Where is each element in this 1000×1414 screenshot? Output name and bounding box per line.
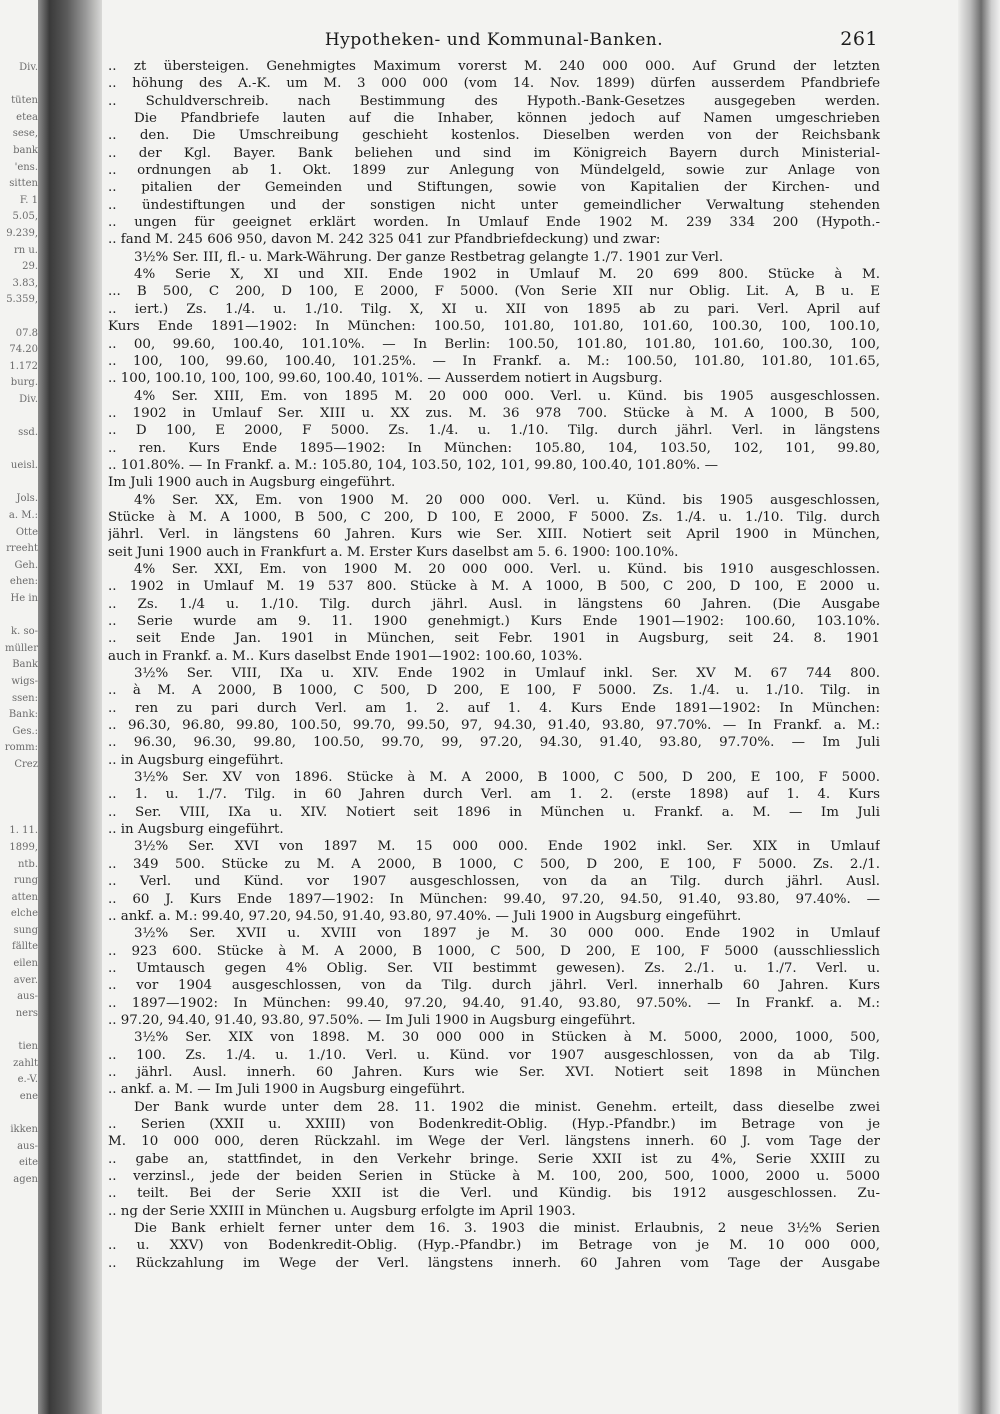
- text-line: .. Verl. und Künd. vor 1907 ausgeschlossen, von da an Tilg. durch jährl. Ausl.: [108, 874, 880, 890]
- margin-fragment: 1. 11.: [9, 825, 38, 837]
- page-number: 261: [840, 28, 878, 50]
- margin-fragment: elche: [10, 908, 38, 920]
- text-line: .. 100. Zs. 1./4. u. 1./10. Verl. u. Künd. vor 1907 ausgeschlossen, von da ab Tilg.: [108, 1047, 880, 1063]
- text-line: 3½% Ser. XVI von 1897 M. 15 000 000. Ende 1902 inkl. Ser. XIX in Umlauf: [134, 839, 880, 855]
- text-line: .. Umtausch gegen 4% Oblig. Ser. VII bestimmt gewesen). Zs. 2./1. u. 1./7. Verl. u.: [108, 960, 880, 976]
- margin-fragment: ntb.: [17, 858, 38, 870]
- text-line: .. seit Ende Jan. 1901 in München, seit Febr. 1901 in Augsburg, seit 24. 8. 1901: [108, 631, 880, 647]
- text-line: .. ren zu pari durch Verl. am 1. 2. auf 1. 4. Kurs Ende 1891—1902: In München:: [108, 700, 880, 716]
- margin-fragment: ssd.: [18, 427, 38, 439]
- text-line: .. teilt. Bei der Serie XXII ist die Verl. und Kündig. bis 1912 ausgeschlossen. Zu-: [108, 1186, 880, 1202]
- margin-fragment: 1899,: [9, 841, 38, 853]
- text-line: Die Bank erhielt ferner unter dem 16. 3. 1903 die minist. Erlaubnis, 2 neue 3½% Serien: [134, 1221, 880, 1237]
- margin-fragment: sese,: [12, 128, 38, 140]
- text-line: .. Rückzahlung im Wege der Verl. längstens innerh. 60 Jahren vom Tage der Ausgabe: [108, 1255, 880, 1271]
- margin-fragment: romm:: [4, 742, 38, 754]
- margin-fragment: rreeht: [6, 543, 38, 555]
- text-line: .. verzinsl., jede der beiden Serien in Stücke à M. 100, 200, 500, 1000, 2000 u. 5000: [108, 1169, 880, 1184]
- margin-fragment: a. M.:: [8, 510, 38, 522]
- text-line: jährl. Verl. in längstens 60 Jahren. Kurs wie Ser. XIII. Notiert seit April 1900 in München,: [108, 527, 880, 543]
- margin-fragment: [0, 1105, 38, 1122]
- text-line: .. ren. Kurs Ende 1895—1902: In München: 105.80, 104, 103.50, 102, 101, 99.80,: [108, 440, 880, 456]
- margin-fragment: Crez: [14, 758, 38, 770]
- margin-fragment: atten: [11, 891, 38, 903]
- margin-fragment: 3.83,: [12, 277, 38, 289]
- text-line: seit Juni 1900 auch in Frankfurt a. M. Erster Kurs daselbst am 5. 6. 1900: 100.10%.: [108, 544, 679, 560]
- text-line: 3½% Ser. XIX von 1898. M. 30 000 000 in Stücken à M. 5000, 2000, 1000, 500,: [134, 1030, 880, 1046]
- text-line: .. 1902 in Umlauf M. 19 537 800. Stücke à M. A 1000, B 500, C 200, D 100, E 2000 u.: [108, 579, 880, 595]
- text-line: .. ungen für geeignet erklärt worden. In Umlauf Ende 1902 M. 239 334 200 (Hypoth.-: [108, 215, 880, 231]
- text-line: .. zt übersteigen. Genehmigtes Maximum vorerst M. 240 000 000. Auf Grund der letzten: [108, 59, 880, 74]
- margin-fragment: [0, 790, 38, 807]
- margin-fragment: F. 1: [19, 194, 38, 206]
- margin-fragment: Geh.: [14, 559, 38, 571]
- text-line: .. ng der Serie XXIII in München u. Augsburg erfolgte im April 1903.: [108, 1203, 576, 1219]
- text-line: .. 101.80%. — In Frankf. a. M.: 105.80, 104, 103.50, 102, 101, 99.80, 100.40, 101.80%. —: [108, 457, 718, 473]
- margin-fragment: zahlt: [13, 1057, 38, 1069]
- running-header: [108, 24, 880, 58]
- running-title: Hypotheken- und Kommunal-Banken.: [324, 30, 664, 50]
- text-line: .. à M. A 2000, B 1000, C 500, D 200, E 100, F 5000. Zs. 1./4. u. 1./10. Tilg. in: [108, 683, 880, 699]
- text-line: .. höhung des A.-K. um M. 3 000 000 (vom 14. Nov. 1899) dürfen ausserdem Pfandbriefe: [108, 76, 880, 92]
- margin-fragment: bank: [13, 144, 38, 156]
- body-text: [108, 58, 880, 1272]
- margin-fragment: wigs-: [11, 675, 38, 687]
- text-line: .. 349 500. Stücke zu M. A 2000, B 1000, C 500, D 200, E 100, F 5000. Zs. 2./1.: [108, 856, 880, 872]
- text-line: 4% Ser. XX, Em. von 1900 M. 20 000 000. Verl. u. Künd. bis 1905 ausgeschlossen,: [134, 492, 880, 508]
- text-line: 3½% Ser. III, fl.- u. Mark-Währung. Der ganze Restbetrag gelangte 1./7. 1901 zur Verl.: [134, 249, 724, 265]
- margin-fragment: ssen:: [12, 692, 38, 704]
- margin-fragment: [0, 309, 38, 326]
- margin-fragment: rung: [13, 875, 38, 887]
- margin-fragment: aus-: [17, 991, 38, 1003]
- margin-fragment: e.-V.: [17, 1074, 38, 1086]
- margin-fragment: Ges.:: [12, 725, 38, 737]
- text-line: .. 97.20, 94.40, 91.40, 93.80, 97.50%. — Im Juli 1900 in Augsburg eingeführt.: [108, 1012, 636, 1028]
- margin-fragment: [0, 807, 38, 824]
- margin-fragment: [0, 77, 38, 94]
- margin-fragment: sung: [13, 924, 38, 936]
- text-line: .. Ser. VIII, IXa u. XIV. Notiert seit 1896 in München u. Frankf. a. M. — Im Juli: [108, 804, 880, 820]
- text-line: Im Juli 1900 auch in Augsburg eingeführt.: [108, 475, 396, 491]
- text-line: .. u. XXV) von Bodenkredit-Oblig. (Hyp.-Pfandbr.) im Betrage von je M. 10 000 000,: [108, 1238, 880, 1254]
- text-line: .. in Augsburg eingeführt.: [108, 752, 284, 768]
- text-line: M. 10 000 000, deren Rückzahl. im Wege der Verl. längstens innerh. 60 J. vom Tage der: [108, 1134, 880, 1150]
- margin-fragment: 1.172: [9, 360, 38, 372]
- text-line: .. 60 J. Kurs Ende 1897—1902: In München: 99.40, 97.20, 94.50, 91.40, 93.80, 97.40%. —: [108, 891, 880, 907]
- margin-fragment: 5.359,: [6, 294, 38, 306]
- margin-fragment: ehen:: [9, 576, 38, 588]
- text-line: .. iert.) Zs. 1./4. u. 1./10. Tilg. X, XI u. XII von 1895 ab zu pari. Verl. April auf: [108, 301, 880, 317]
- binding-shadow: [38, 0, 102, 1414]
- text-line: .. 100, 100, 99.60, 100.40, 101.25%. — In Frankf. a. M.: 100.50, 101.80, 101.80, 101.65,: [108, 353, 880, 369]
- text-line: Stücke à M. A 1000, B 500, C 200, D 100, E 2000, F 5000. Zs. 1./4. u. 1./10. Tilg. durch: [108, 509, 880, 525]
- text-line: .. in Augsburg eingeführt.: [108, 822, 284, 838]
- text-line: .. den. Die Umschreibung geschieht kostenlos. Dieselben werden von der Reichsbank: [108, 128, 880, 144]
- margin-fragment: Div.: [19, 62, 38, 73]
- margin-fragment: eilen: [13, 958, 38, 970]
- margin-fragment: etea: [16, 111, 38, 123]
- margin-fragment: Otte: [15, 526, 38, 538]
- margin-fragment: agen: [13, 1173, 38, 1185]
- margin-fragment: [0, 608, 38, 625]
- text-line: .. 96.30, 96.30, 99.80, 100.50, 99.70, 99, 97.20, 94.30, 91.40, 93.80, 97.70%. — Im Juli: [108, 735, 880, 751]
- text-line: 4% Ser. XIII, Em. von 1895 M. 20 000 000. Verl. u. Künd. bis 1905 ausgeschlossen.: [134, 388, 880, 404]
- margin-fragment: 5.05,: [12, 211, 38, 223]
- margin-fragment: [0, 442, 38, 459]
- text-line: .. 1. u. 1./7. Tilg. in 60 Jahren durch Verl. am 1. 2. (erste 1898) auf 1. 4. Kurs: [108, 787, 880, 803]
- margin-fragment: Bank: [12, 659, 38, 671]
- margin-fragment: eite: [18, 1157, 38, 1169]
- text-line: .. ündestiftungen und der sonstigen nicht unter gemeindlicher Verwaltung stehenden: [108, 197, 880, 213]
- text-line: Der Bank wurde unter dem 28. 11. 1902 die minist. Genehm. erteilt, dass dieselbe zwei: [134, 1099, 880, 1115]
- margin-fragment: k. so-: [11, 626, 38, 638]
- margin-fragment: 'ens.: [14, 161, 38, 173]
- margin-fragment: 29.: [22, 261, 38, 273]
- text-line: Kurs Ende 1891—1902: In München: 100.50, 101.80, 101.80, 101.60, 100.30, 100, 100.10,: [108, 319, 880, 335]
- margin-fragment: ueisl.: [10, 460, 38, 472]
- page-edge-shadow: [958, 0, 1000, 1414]
- text-line: .. jährl. Ausl. innerh. 60 Jahren. Kurs wie Ser. XVI. Notiert seit 1898 in München: [108, 1064, 880, 1080]
- text-line: Die Pfandbriefe lauten auf die Inhaber, können jedoch auf Namen umgeschrieben: [134, 111, 880, 127]
- text-line: 3½% Ser. XV von 1896. Stücke à M. A 2000, B 1000, C 500, D 200, E 100, F 5000.: [134, 770, 880, 786]
- text-line: 4% Ser. XXI, Em. von 1900 M. 20 000 000. Verl. u. Künd. bis 1910 ausgeschlossen.: [134, 561, 880, 577]
- text-line: .. ordnungen ab 1. Okt. 1899 zur Anlegung von Mündelgeld, sowie zur Anlage von: [108, 163, 880, 179]
- margin-fragment: ners: [15, 1007, 38, 1019]
- margin-fragment: burg.: [10, 377, 38, 389]
- document-page: [108, 24, 880, 1272]
- text-line: 3½% Ser. VIII, IXa u. XIV. Ende 1902 in Umlauf inkl. Ser. XV M. 67 744 800.: [134, 666, 880, 682]
- text-line: 3½% Ser. XVII u. XVIII von 1897 je M. 30 000 000. Ende 1902 in Umlauf: [134, 926, 880, 942]
- margin-fragment: rn u.: [13, 244, 38, 256]
- text-line: .. 923 600. Stücke à M. A 2000, B 1000, C 500, D 200, E 100, F 5000 (ausschliesslich: [108, 943, 880, 959]
- margin-fragment: 07.8: [15, 327, 38, 339]
- margin-fragment: ikken: [10, 1124, 38, 1135]
- margin-fragment: sitten: [9, 178, 38, 190]
- text-line: 4% Serie X, XI und XII. Ende 1902 in Umlauf M. 20 699 800. Stücke à M.: [134, 267, 880, 283]
- margin-fragment: He in: [10, 593, 38, 604]
- text-line: .. Serien (XXII u. XXIII) von Bodenkredit-Oblig. (Hyp.-Pfandbr.) im Betrage von je: [108, 1116, 880, 1132]
- text-line: .. ankf. a. M.: 99.40, 97.20, 94.50, 91.40, 93.80, 97.40%. — Juli 1900 in Augsburg eingeführt.: [108, 908, 742, 924]
- text-line: .. Serie wurde am 9. 11. 1900 genehmigt.) Kurs Ende 1901—1902: 100.60, 103.10%.: [108, 614, 880, 629]
- margin-fragment: [0, 475, 38, 492]
- text-line: .. pitalien der Gemeinden und Stiftungen, sowie von Kapitalien der Kirchen- und: [108, 180, 880, 196]
- margin-fragment: 74.20: [9, 344, 38, 356]
- text-line: auch in Frankf. a. M.. Kurs daselbst Ende 1901—1902: 100.60, 103%.: [108, 648, 583, 664]
- margin-fragment: Bank:: [8, 709, 38, 721]
- text-line: .. vor 1904 ausgeschlossen, von da Tilg. durch jährl. Verl. innerhalb 60 Jahren. Kurs: [108, 978, 880, 994]
- text-line: .. der Kgl. Bayer. Bank beliehen und sind im Königreich Bayern durch Ministerial-: [108, 145, 880, 161]
- text-line: .. Schuldverschreib. nach Bestimmung des Hypoth.-Bank-Gesetzes ausgegeben werden.: [108, 93, 880, 109]
- text-line: .. Zs. 1./4 u. 1./10. Tilg. durch jährl. Ausl. in längstens 60 Jahren. (Die Ausgabe: [108, 596, 880, 612]
- margin-fragment: tien: [18, 1041, 38, 1053]
- margin-fragment: ene: [19, 1090, 38, 1102]
- margin-fragment: fällte: [12, 941, 38, 953]
- margin-fragment: Div.: [19, 393, 38, 405]
- margin-fragment: [0, 408, 38, 425]
- text-line: .. D 100, E 2000, F 5000. Zs. 1./4. u. 1./10. Tilg. durch jährl. Verl. in längstens: [108, 423, 880, 439]
- text-line: .. 96.30, 96.80, 99.80, 100.50, 99.70, 99.50, 97, 94.30, 91.40, 93.80, 97.70%. — In Frankf. a. M.:: [108, 718, 880, 734]
- text-line: .. 1902 in Umlauf Ser. XIII u. XX zus. M. 36 978 700. Stücke à M. A 1000, B 500,: [108, 405, 880, 421]
- margin-fragment: aus-: [17, 1140, 38, 1152]
- text-line: .. 00, 99.60, 100.40, 101.10%. — In Berlin: 100.50, 101.80, 101.80, 101.60, 100.30, 100,: [108, 336, 880, 352]
- margin-fragment: Jols.: [16, 493, 38, 505]
- text-line: .. 1897—1902: In München: 99.40, 97.20, 94.40, 91.40, 93.80, 97.50%. — In Frankf. a. M.:: [108, 995, 880, 1011]
- text-line: .. fand M. 245 606 950, davon M. 242 325 041 zur Pfandbriefdeckung) und zwar:: [108, 232, 661, 248]
- margin-fragment: 9.239,: [6, 227, 38, 239]
- text-line: .. 100, 100.10, 100, 100, 99.60, 100.40, 101%. — Ausserdem notiert in Augsburg.: [108, 371, 663, 387]
- text-line: .. gabe an, stattfindet, in den Verkehr bringe. Serie XXII ist zu 4%, Serie XXIII zu: [108, 1151, 880, 1167]
- margin-fragment: [0, 1022, 38, 1039]
- margin-fragment: aver.: [13, 974, 38, 986]
- margin-fragment: müller: [4, 642, 38, 654]
- text-line: .. ankf. a. M. — Im Juli 1900 in Augsburg eingeführt.: [108, 1082, 466, 1098]
- margin-fragment: tüten: [11, 95, 38, 107]
- adjacent-page-margin: [0, 60, 38, 1185]
- text-line: ... B 500, C 200, D 100, E 2000, F 5000. (Von Serie XII nur Oblig. Lit. A, B u. E: [108, 284, 880, 300]
- margin-fragment: [0, 774, 38, 791]
